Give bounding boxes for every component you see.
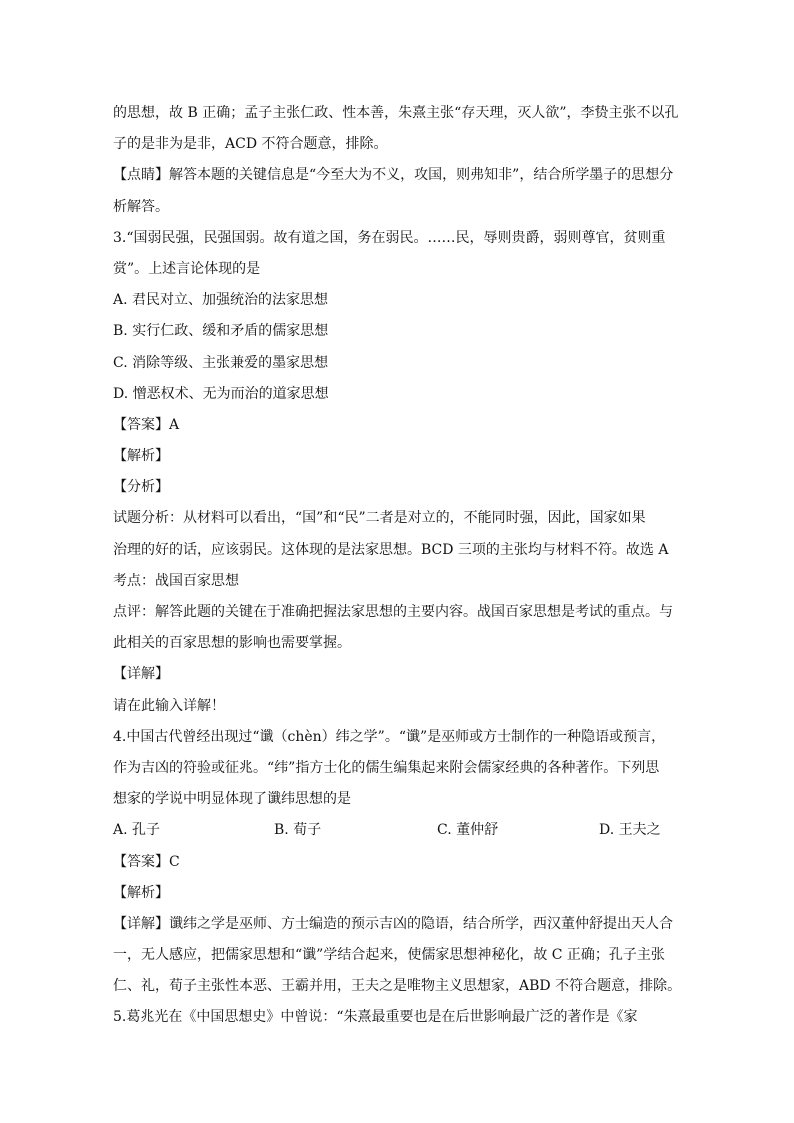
question-4-stem: 作为吉凶的符验或征兆。“纬”指方士化的儒生编集起来附会儒家经典的各种著作。下列思 — [113, 759, 660, 776]
text-line: 的思想，故 B 正确；孟子主张仁政、性本善，朱熹主张“存天理，灭人欲”，李贽主张不以孔 — [113, 105, 679, 121]
text-line: 试题分析：从材料可以看出，“国”和“民”二者是对立的，不能同时强，因此，国家如果 — [113, 510, 646, 527]
question-3-option-a: A. 君民对立、加强统治的法家思想 — [113, 292, 329, 309]
text-line: 请在此输入详解！ — [113, 697, 225, 714]
text-line: 【点睛】解答本题的关键信息是“今至大为不义，攻国，则弗知非”，结合所学墨子的思想分 — [113, 167, 674, 184]
question-5-stem: 5.葛兆光在《中国思想史》中曾说：“朱熹最重要也是在后世影响最广泛的著作是《家 — [113, 1009, 638, 1026]
question-4-option-c: C. 董仲舒 — [437, 822, 499, 839]
text-line: 仁、礼，荀子主张性本恶、王霸并用，王夫之是唯物主义思想家，ABD 不符合题意，排除。 — [113, 978, 682, 995]
question-4-option-b: B. 荀子 — [274, 822, 322, 839]
question-3-stem: 赏”。上述言论体现的是 — [113, 260, 261, 277]
analysis-heading: 【解析】 — [113, 448, 169, 465]
question-3-option-b: B. 实行仁政、缓和矛盾的儒家思想 — [113, 323, 329, 340]
question-4-option-d: D. 王夫之 — [599, 822, 661, 839]
question-4-options — [113, 815, 683, 846]
text-line: 此相关的百家思想的影响也需要掌握。 — [113, 635, 351, 652]
question-3-option-c: C. 消除等级、主张兼爱的墨家思想 — [113, 354, 329, 371]
text-line: 考点：战国百家思想 — [113, 572, 239, 589]
analysis-subheading: 【分析】 — [113, 479, 169, 496]
analysis-heading: 【解析】 — [113, 884, 169, 901]
text-line: 治理的好的话，应该弱民。这体现的是法家思想。BCD 三项的主张均与材料不符。故选 A — [113, 541, 669, 558]
text-line: 析解答。 — [113, 198, 169, 215]
text-line: 点评：解答此题的关键在于准确把握法家思想的主要内容。战国百家思想是考试的重点。与 — [113, 604, 673, 620]
text-line: 【详解】谶纬之学是巫师、方士编造的预示吉凶的隐语，结合所学，西汉董仲舒提出天人合 — [113, 915, 673, 932]
question-3-option-d: D. 憎恶权术、无为而治的道家思想 — [113, 385, 329, 402]
question-3-stem: 3.“国弱民强，民强国弱。故有道之国，务在弱民。……民，辱则贵爵，弱则尊官，贫则重 — [113, 229, 666, 246]
answer-label: 【答案】A — [113, 416, 180, 433]
text-line: 一，无人感应，把儒家思想和“谶”学结合起来，使儒家思想神秘化，故 C 正确；孔子主张 — [113, 947, 665, 964]
question-4-stem: 想家的学说中明显体现了谶纬思想的是 — [113, 791, 351, 808]
question-4-stem: 4.中国古代曾经出现过“谶（chèn）纬之学”。“谶”是巫师或方士制作的一种隐语或预言， — [113, 728, 666, 745]
answer-label: 【答案】C — [113, 853, 180, 870]
document-page — [113, 98, 683, 1034]
text-line: 子的是非为是非，ACD 不符合题意，排除。 — [113, 136, 388, 153]
detail-heading: 【详解】 — [113, 666, 169, 683]
question-4-option-a: A. 孔子 — [113, 822, 161, 839]
